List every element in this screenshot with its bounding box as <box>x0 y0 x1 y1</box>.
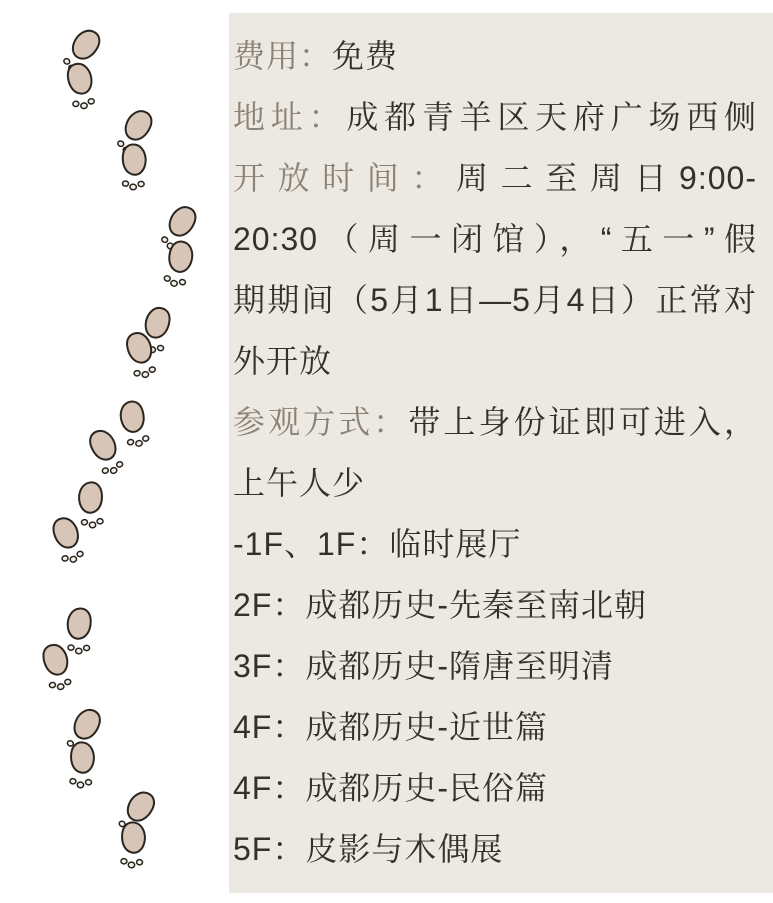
field-value: 周二至周日9:00- <box>456 160 757 196</box>
info-line-floor-4f-folk <box>233 758 757 819</box>
field-value: 2F：成都历史-先秦至南北朝 <box>233 587 648 623</box>
info-line-floor-3f <box>233 636 757 697</box>
footprint-icon <box>113 821 153 869</box>
footprint-icon <box>62 741 102 789</box>
field-value: -1F、1F：临时展厅 <box>233 526 522 562</box>
info-line-opening-hours-cont <box>233 331 757 392</box>
info-line-floor-2f <box>233 575 757 636</box>
field-value: 4F：成都历史-近世篇 <box>233 709 549 745</box>
field-value: 5F：皮影与木偶展 <box>233 831 504 867</box>
info-line-floor-5f <box>233 819 757 880</box>
info-line-visit-method-cont <box>233 453 757 514</box>
field-value: 3F：成都历史-隋唐至明清 <box>233 648 615 684</box>
field-value: 期期间（5月1日—5月4日）正常对 <box>233 282 757 318</box>
footprint-icon <box>48 516 88 564</box>
info-line-visit-method <box>233 392 757 453</box>
info-line-opening-hours <box>233 148 757 209</box>
field-value: 上午人少 <box>233 465 366 501</box>
info-line-floor-b1-1f <box>233 514 757 575</box>
footprint-trail <box>0 0 229 903</box>
footprint-icon <box>159 240 199 288</box>
info-line-address <box>233 87 757 148</box>
field-value: 带上身份证即可进入， <box>408 404 757 440</box>
info-line-fee <box>233 26 757 87</box>
field-value: 4F：成都历史-民俗篇 <box>233 770 549 806</box>
info-line-opening-hours-cont <box>233 270 757 331</box>
field-value: 免费 <box>332 38 399 74</box>
footprint-icon <box>61 62 101 110</box>
field-value: 成都青羊区天府广场西侧 <box>346 99 757 135</box>
field-label: 地址： <box>233 99 347 135</box>
footprint-icon <box>37 643 77 691</box>
footprint-icon <box>86 428 126 476</box>
info-line-floor-4f-modern <box>233 697 757 758</box>
info-panel <box>229 13 773 893</box>
footprint-icon <box>121 331 161 379</box>
field-label: 开放时间： <box>233 160 457 196</box>
footprint-icon <box>114 143 154 191</box>
info-line-opening-hours-cont <box>233 209 757 270</box>
field-label: 费用： <box>233 38 333 74</box>
field-value: 外开放 <box>233 343 333 379</box>
field-label: 参观方式： <box>233 404 409 440</box>
field-value: 20:30（周一闭馆），“五一”假 <box>233 221 757 257</box>
